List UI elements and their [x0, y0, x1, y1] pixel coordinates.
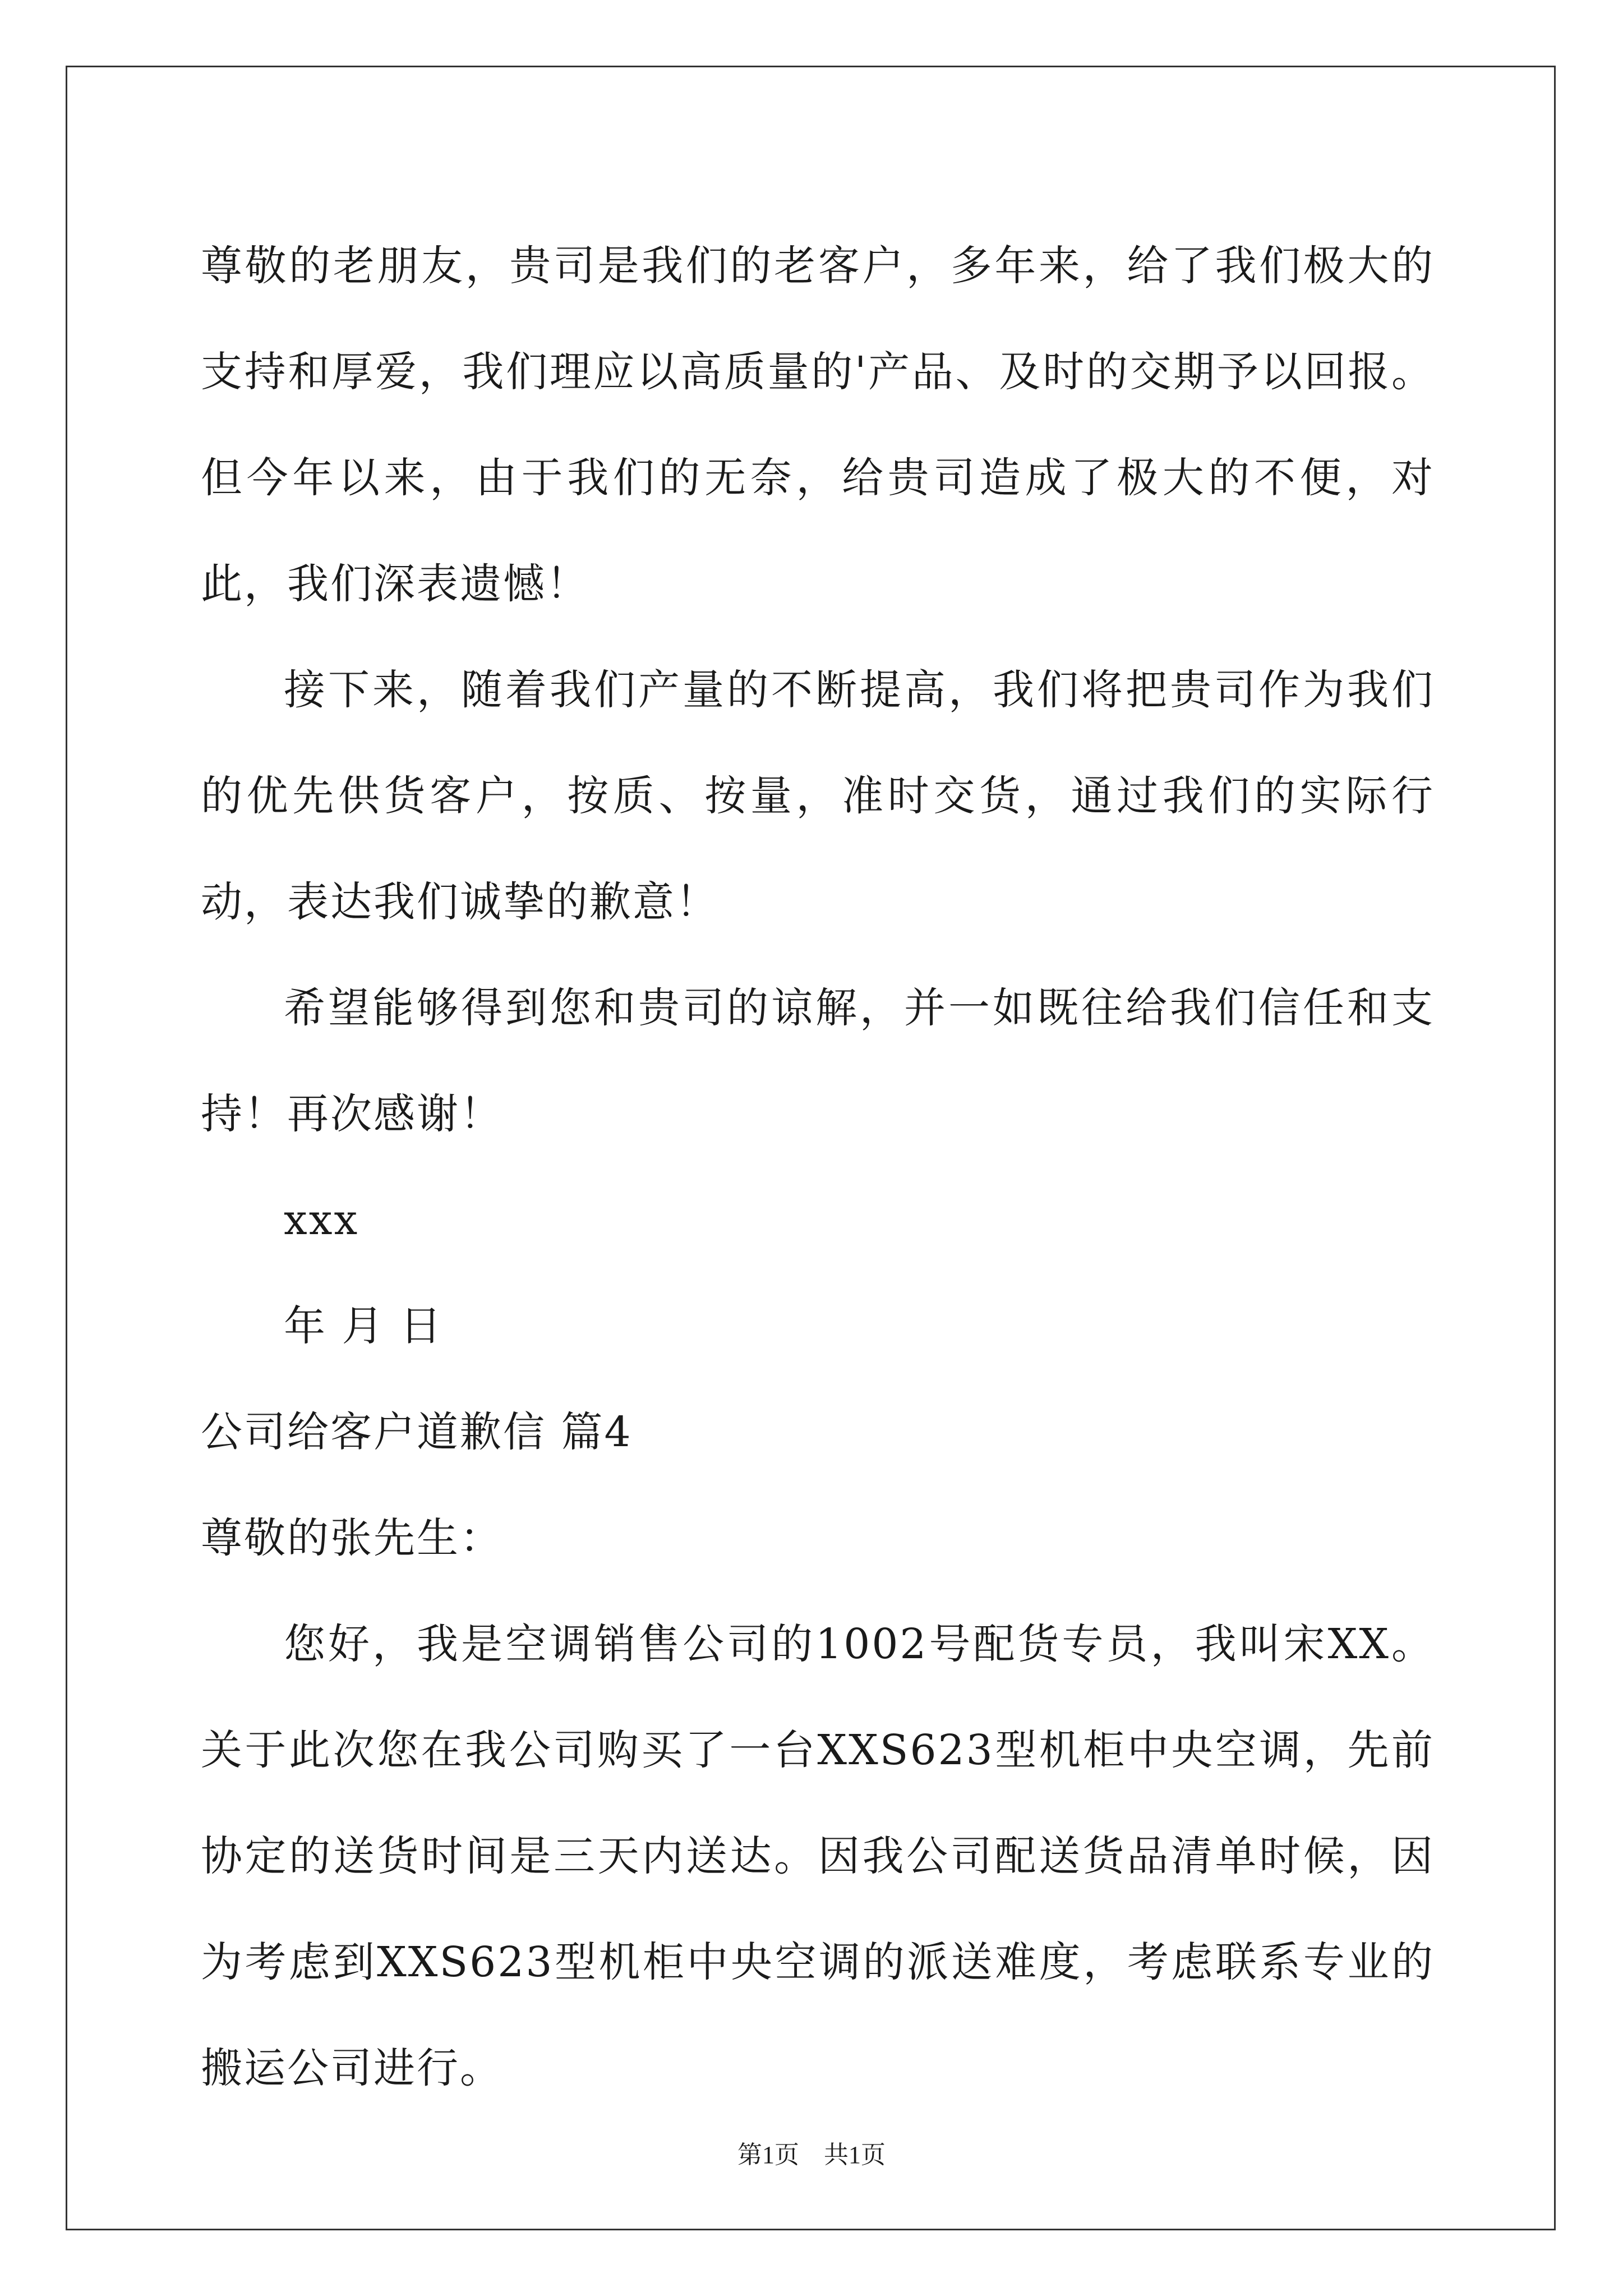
- signature-name: xxx: [284, 1196, 359, 1244]
- page-number: 第1页: [737, 2141, 799, 2169]
- page-footer: [0, 2134, 1623, 2170]
- paragraph: 希望能够得到您和贵司的谅解，并一如既往给我们信任和支持！再次感谢！: [201, 984, 1435, 1138]
- page-total: 共1页: [824, 2141, 886, 2169]
- section-heading: 公司给客户道歉信 篇4: [201, 1408, 633, 1456]
- paragraph: 接下来，随着我们产量的不断提高，我们将把贵司作为我们的优先供货客户，按质、按量，准时交货，通过我们的实际行动，表达我们诚挚的歉意！: [201, 666, 1435, 926]
- paragraph: 您好，我是空调销售公司的1002号配货专员，我叫宋XX。 关于此次您在我公司购买了一台XXS623型机柜中央空调，先前协定的送货时间是三天内送达。因我公司配送货品清单时候，因为考虑到XXS623型机柜中央空调的派送难度，考虑联系专业的搬运公司进行。: [201, 1620, 1435, 2092]
- paragraph: 尊敬的老朋友，贵司是我们的老客户，多年来，给了我们极大的支持和厚爱，我们理应以高质量的'产品、及时的交期予以回报。但今年以来，由于我们的无奈，给贵司造成了极大的不便，对此，我们深表遗憾！: [201, 242, 1435, 608]
- salutation: 尊敬的张先生：: [201, 1514, 503, 1562]
- document-body: [201, 213, 1435, 2122]
- signature-date: 年 月 日: [284, 1302, 444, 1350]
